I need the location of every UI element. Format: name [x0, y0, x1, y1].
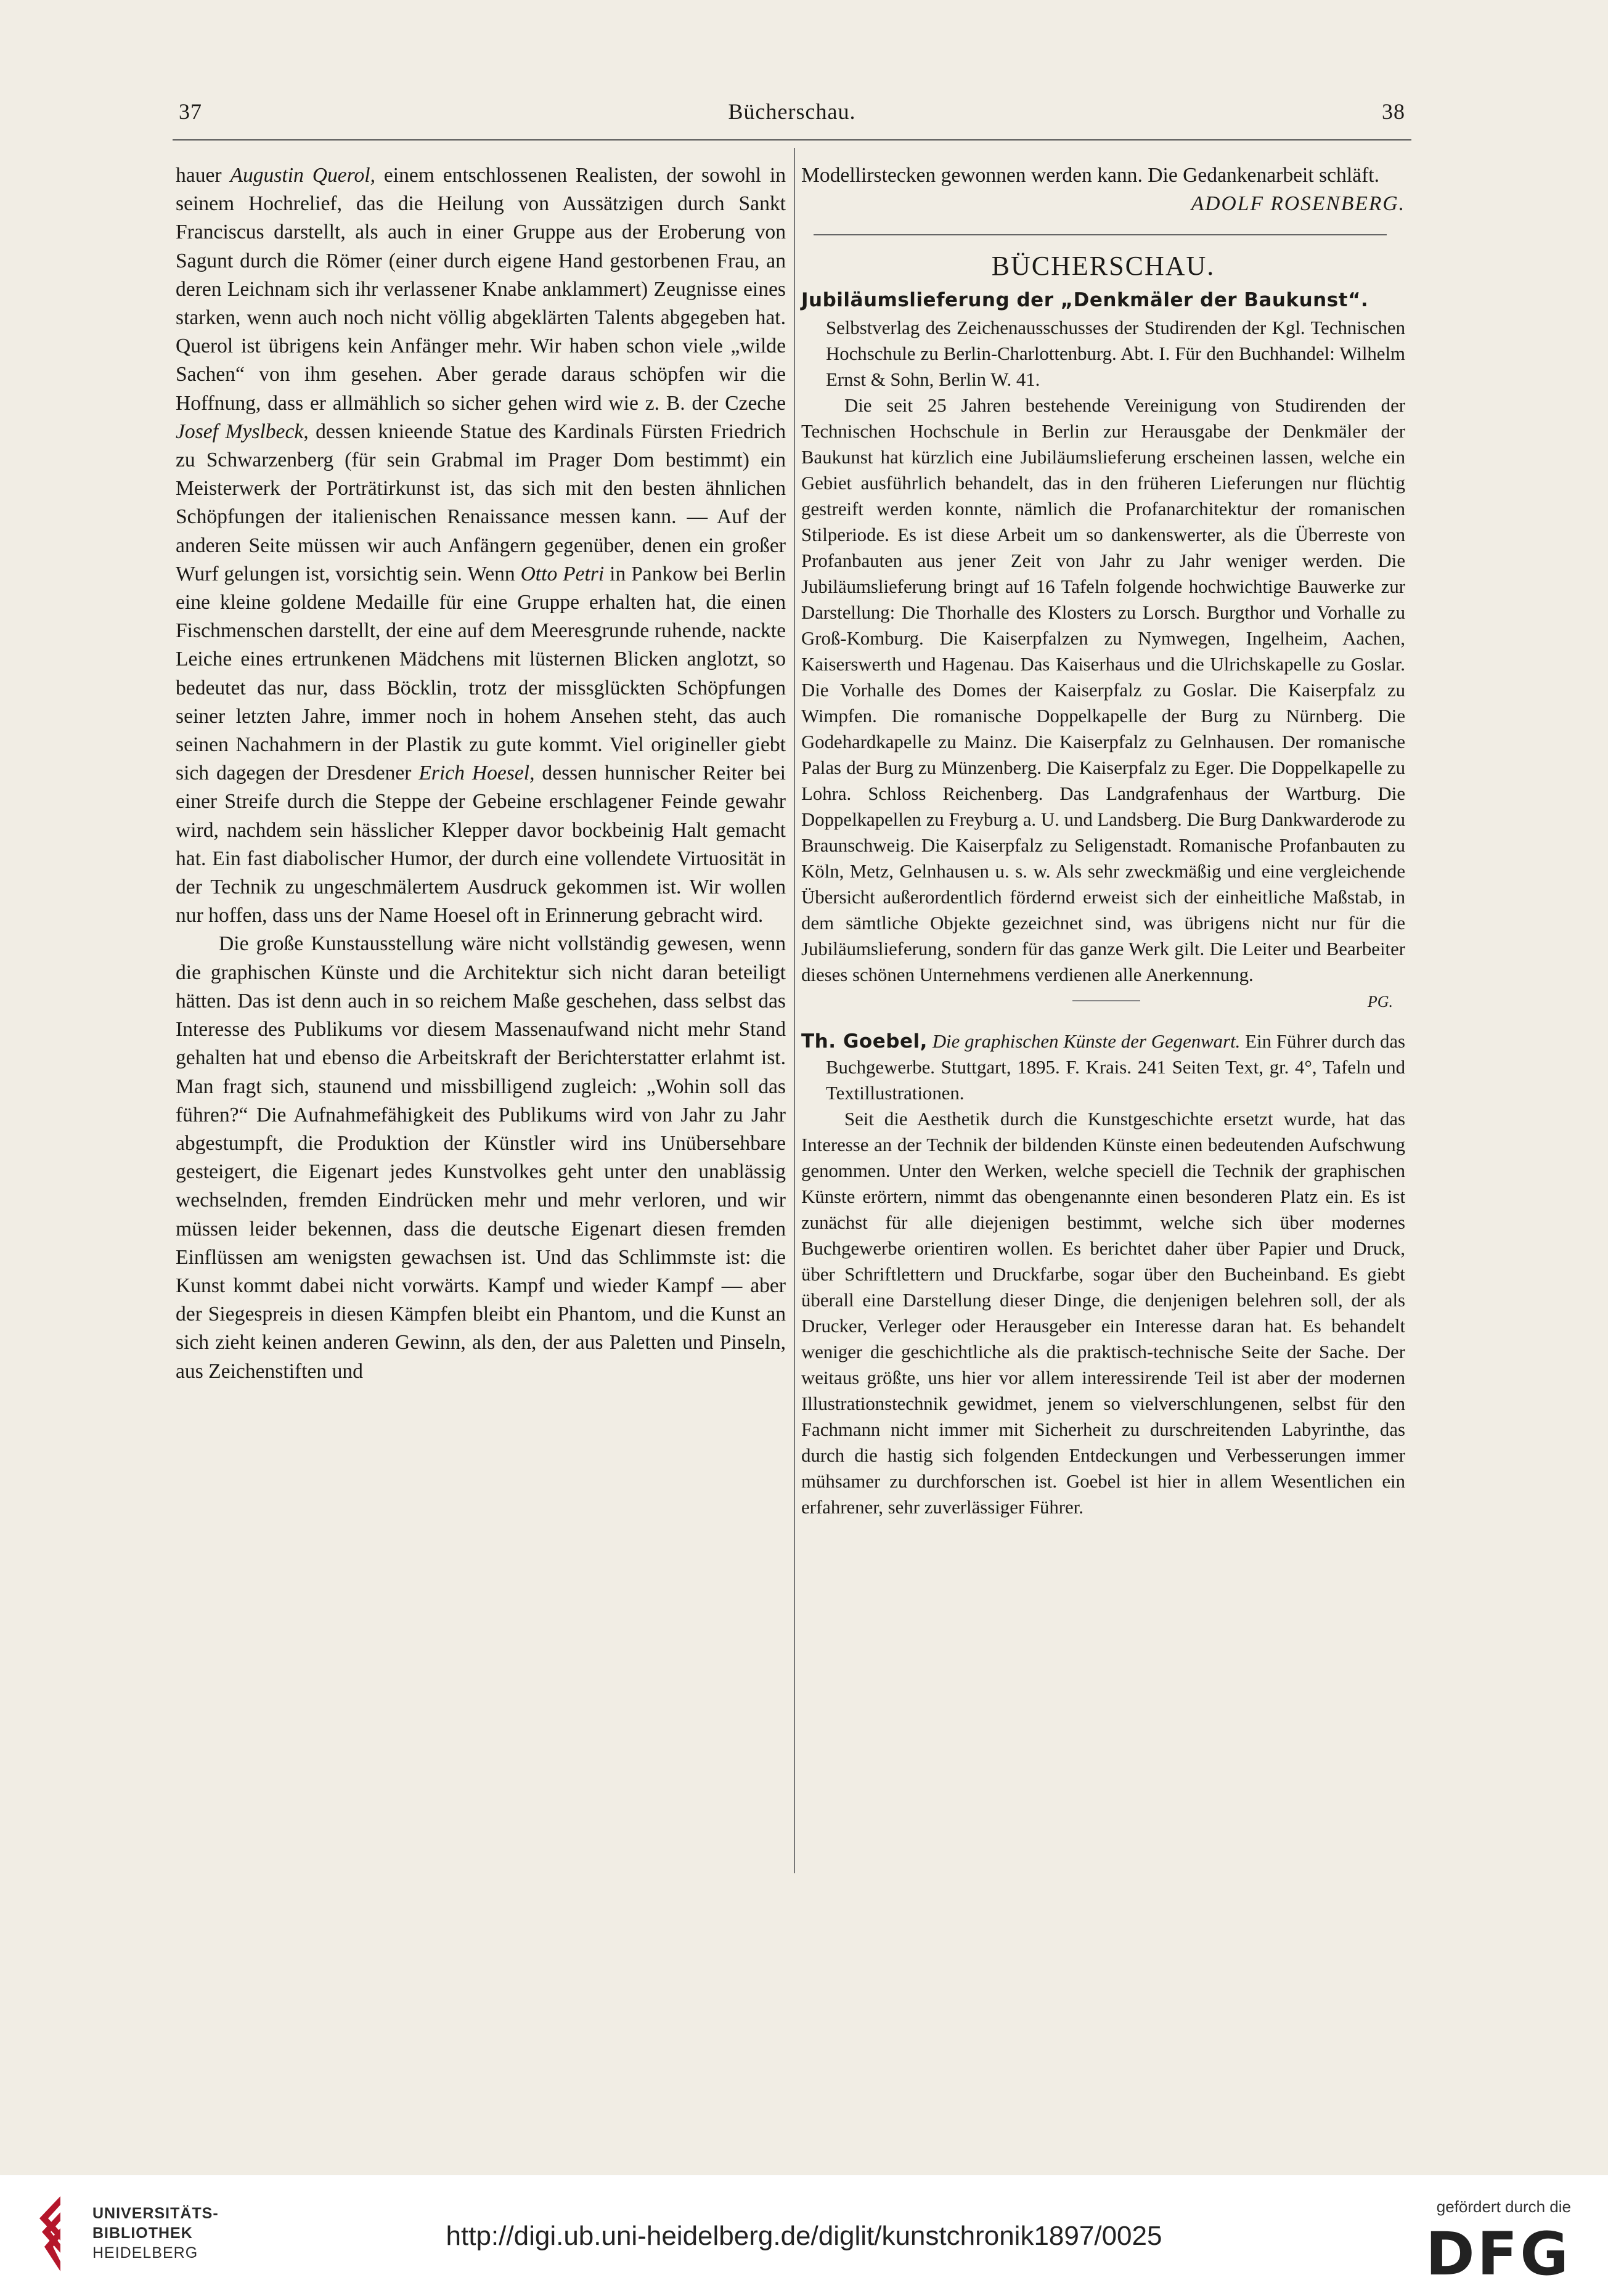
artist-name: Otto Petri: [520, 562, 605, 585]
text-run: einem entschlossenen Realisten, der sowohl in seinem Hochrelief, das die Heilung von Aussätzigen durch Sankt Franciscus darstellt, als auch in einer Gruppe aus der Eroberung von Sagunt durch die Römer (einer durch eigene Hand gestorbenen Frau, an deren Leichnam sich ihr verlassener Knabe anklammert) Zeugnisse eines starken, wenn auch noch nicht völlig abgeklärten Talents abgegeben hat. Querol ist übrigens kein Anfänger mehr. Wir haben schon viele „wilde Sachen“ von ihm gesehen. Aber gerade daraus schöpfen wir die Hoffnung, dass er allmählich so sicher gehen wird wie z. B. der Czeche: [176, 164, 786, 415]
review-1-heading: Jubiläumslieferung der „Denkmäler der Baukunst“.: [801, 289, 1369, 312]
review-1-closing: [801, 988, 1405, 1012]
section-title: BÜCHERSCHAU.: [991, 251, 1215, 282]
artist-name: Augustin Querol,: [230, 164, 375, 187]
review-1-publisher: Selbstverlag des Zeichenausschusses der Studirenden der Kgl. Technischen Hochschule zu Berlin-Charlottenburg. Abt. I. Für den Buchhandel: Wilhelm Ernst & Sohn, Berlin W. 41.: [826, 317, 1405, 390]
text-run: dessen knieende Statue des Kardinals Fürsten Friedrich zu Schwarzenberg (für sein Grabmal im Prager Dom bestimmt) ein Meisterwerk der Porträtirkunst ist, das sich mit den besten ähnlichen Schöpfungen der italienischen Renaissance messen kann. — Auf der anderen Seite müssen wir auch Anfängern gegenüber, denen ein großer Wurf gelungen ist, vorsichtig sein. Wenn: [176, 420, 786, 585]
dfg-logo: DFG: [1425, 2220, 1571, 2289]
article-signature: ADOLF ROSENBERG.: [1191, 192, 1405, 216]
section-rule: [814, 234, 1387, 235]
text-run: in Pankow bei Berlin eine kleine goldene Medaille für eine Gruppe erhalten hat, die einen Fischmenschen darstellt, der eine auf dem Meeresgrunde ruhende, nackte Leiche eines ertrunkenen Mädchens mit lüsternen Blicken anglotzt, so bedeutet das nur, dass Böcklin, trotz der missglückten Schöpfungen seiner letzten Jahre, immer noch in hohem Ansehen steht, das auch seinen Nachahmern in der Plastik zu gute kommt. Viel origineller giebt sich dagegen der Dresdener: [176, 562, 786, 785]
paragraph: [176, 161, 786, 930]
review-entry-1: [801, 286, 1405, 1012]
permalink-url[interactable]: http://digi.ub.uni-heidelberg.de/diglit/kunstchronik1897/0025: [446, 2221, 1162, 2251]
funding-label: gefördert durch die: [1436, 2197, 1571, 2216]
column-divider: [794, 148, 795, 1873]
right-column: [801, 161, 1405, 1520]
header-rule: [173, 139, 1411, 140]
artist-name: Josef Myslbeck,: [176, 420, 309, 443]
page-number-right: 38: [1382, 99, 1405, 124]
review-entry-2: [801, 1028, 1405, 1520]
page-number-left: 37: [179, 99, 202, 124]
viewer-footer: [0, 2175, 1608, 2296]
left-column: [176, 161, 786, 1386]
artist-name: Erich Hoesel,: [418, 762, 535, 785]
paragraph: [176, 930, 786, 1385]
review-1-rule: [1072, 1000, 1140, 1001]
running-title: Bücherschau.: [728, 99, 856, 124]
library-name: UNIVERSITÄTS- BIBLIOTHEK HEIDELBERG: [92, 2205, 219, 2261]
text-run: hauer: [176, 164, 231, 187]
review-1-initials: PG.: [1367, 992, 1393, 1011]
review-1-body: Die seit 25 Jahren bestehende Vereinigung von Studirenden der Technischen Hochschule in Berlin zur Herausgabe der Denkmäler der Baukunst hat kürzlich eine Jubiläumslieferung erscheinen lassen, welche ein Gebiet ausführlich behandelt, das in den früheren Lieferungen nur flüchtig gestreift werden konnte, nämlich die Profanarchitektur der romanischen Stilperiode. Es ist diese Arbeit um so dankenswerter, als die Überreste von Profanbauten aus jener Zeit von Jahr zu Jahr weniger werden. Die Jubiläumslieferung bringt auf 16 Tafeln folgende hochwichtige Bauwerke zur Darstellung: Die Thorhalle des Klosters zu Lorsch. Burgthor und Vorhalle zu Groß-Komburg. Die Kaiserpfalzen zu Nymwegen, Ingelheim, Aachen, Kaiserswerth und Hagenau. Das Kaiserhaus und die Ulrichskapelle zu Goslar. Die Vorhalle des Domes der Kaiserpfalz zu Goslar. Die Kaiserpfalz zu Wimpfen. Die romanische Doppelkapelle der Burg zu Nürnberg. Die Godehardkapelle zu Mainz. Die Kaiserpfalz zu Gelnhausen. Der romanische Palas der Burg zu Münzenberg. Die Kaiserpfalz zu Eger. Die Doppelkapelle zu Lohra. Schloss Reichenberg. Das Landgrafenhaus der Wartburg. Die Doppelkapellen zu Freyburg a. U. und Landsberg. Die Burg Dankwarderode zu Braunschweig. Die Kaiserpfalz zu Seligenstadt. Romanische Profanbauten zu Köln, Metz, Gelnhausen u. s. w. Als sehr zweckmäßig und eine vergleichende Übersicht außerordentlich fördernd erweist sich der einheitliche Maßstab, in dem sämtliche Objekte gezeichnet sind, was übrigens nicht nur für die Jubiläumslieferung, sondern für das ganze Werk gilt. Die Leiter und Bearbeiter dieses schönen Unternehmens verdienen alle Anerkennung.: [801, 394, 1405, 985]
review-2-body: Seit die Aesthetik durch die Kunstgeschichte ersetzt wurde, hat das Interesse an der Technik der bildenden Künste einen bedeutenden Aufschwung genommen. Unter den Werken, welche speciell die Technik der graphischen Künste erörtern, nimmt das obengenannte einen besonderen Platz ein. Es ist zunächst für alle diejenigen bestimmt, welche sich über modernes Buchgewerbe orientiren wollen. Es berichtet daher über Papier und Druck, über Schriftlettern und Druckfarbe, sogar über den Bucheinband. Es giebt überall eine Darstellung dieser Dinge, die denjenigen belehren soll, der als Drucker, Verleger oder Herausgeber ein Interesse daran hat. Es behandelt weniger die geschichtliche als die praktisch-technische Seite der Sache. Der weitaus größte, uns hier vor allem interessirende Teil ist aber der modernen Illustrationstechnik gewidmet, jenem so vielverschlungenen, selbst für den Fachmann nicht immer mit Sicherheit zu durschreitenden Labyrinthe, das durch die hastig sich folgenden Entdeckungen und Verbesserungen immer mühsamer zu durchforschen ist. Goebel ist hier in allem Wesentlichen ein erfahrener, sehr zuverlässiger Führer.: [801, 1108, 1405, 1518]
running-header: [179, 99, 1405, 136]
review-2-title: Die graphischen Künste der Gegenwart.: [932, 1030, 1241, 1052]
article-continuation: Modellirstecken gewonnen werden kann. Die Gedankenarbeit schläft.: [801, 164, 1379, 187]
text-run: dessen hunnischer Reiter bei einer Streife durch die Steppe der Gebeine erschlagener Feinde gewahr wird, nachdem sein hässlicher Klepper davor bockbeinig Halt gemacht hat. Ein fast diabolischer Humor, der durch eine vollendete Virtuosität in der Technik zu ungeschmälertem Ausdruck gekommen ist. Wir wollen nur hoffen, dass uns der Name Hoesel oft in Erinnerung gebracht wird.: [176, 762, 786, 927]
review-2-author: Th. Goebel,: [801, 1030, 928, 1052]
review-2-citation: [801, 1028, 1405, 1106]
text-run: Die große Kunstausstellung wäre nicht vollständig gewesen, wenn die graphischen Künste und die Architektur sich nicht daran beteiligt hätten. Das ist denn auch in so reichem Maße geschehen, dass selbst das Interesse des Publikums vor diesem Massenaufwand nicht mehr Stand gehalten hat und ebenso die Arbeitskraft der Berichterstatter erlahmt ist. Man fragt sich, staunend und missbilligend zugleich: „Wohin soll das führen?“ Die Aufnahmefähigkeit des Publikums wird von Jahr zu Jahr abgestumpft, die Produktion der Künstler wird ins Unübersehbare gesteigert, die Eigenart jedes Kunstvolkes geht unter den unablässig wechselnden, fremden Eindrücken mehr und mehr verloren, und wir müssen leider bekennen, dass die deutsche Eigenart diesen fremden Einflüssen am wenigsten gewachsen ist. Und das Schlimmste ist: die Kunst kommt dabei nicht vorwärts. Kampf und wieder Kampf — aber der Siegespreis in diesen Kämpfen bleibt ein Phantom, und die Kunst an sich zieht keinen anderen Gewinn, als den, der aus Paletten und Pinseln, aus Zeichenstiften und: [176, 932, 786, 1383]
review-2-publisher: Ein Führer durch das Buchgewerbe. Stuttgart, 1895. F. Krais. 241 Seiten Text, gr. 4°, Tafeln und Textillustrationen.: [826, 1030, 1406, 1104]
